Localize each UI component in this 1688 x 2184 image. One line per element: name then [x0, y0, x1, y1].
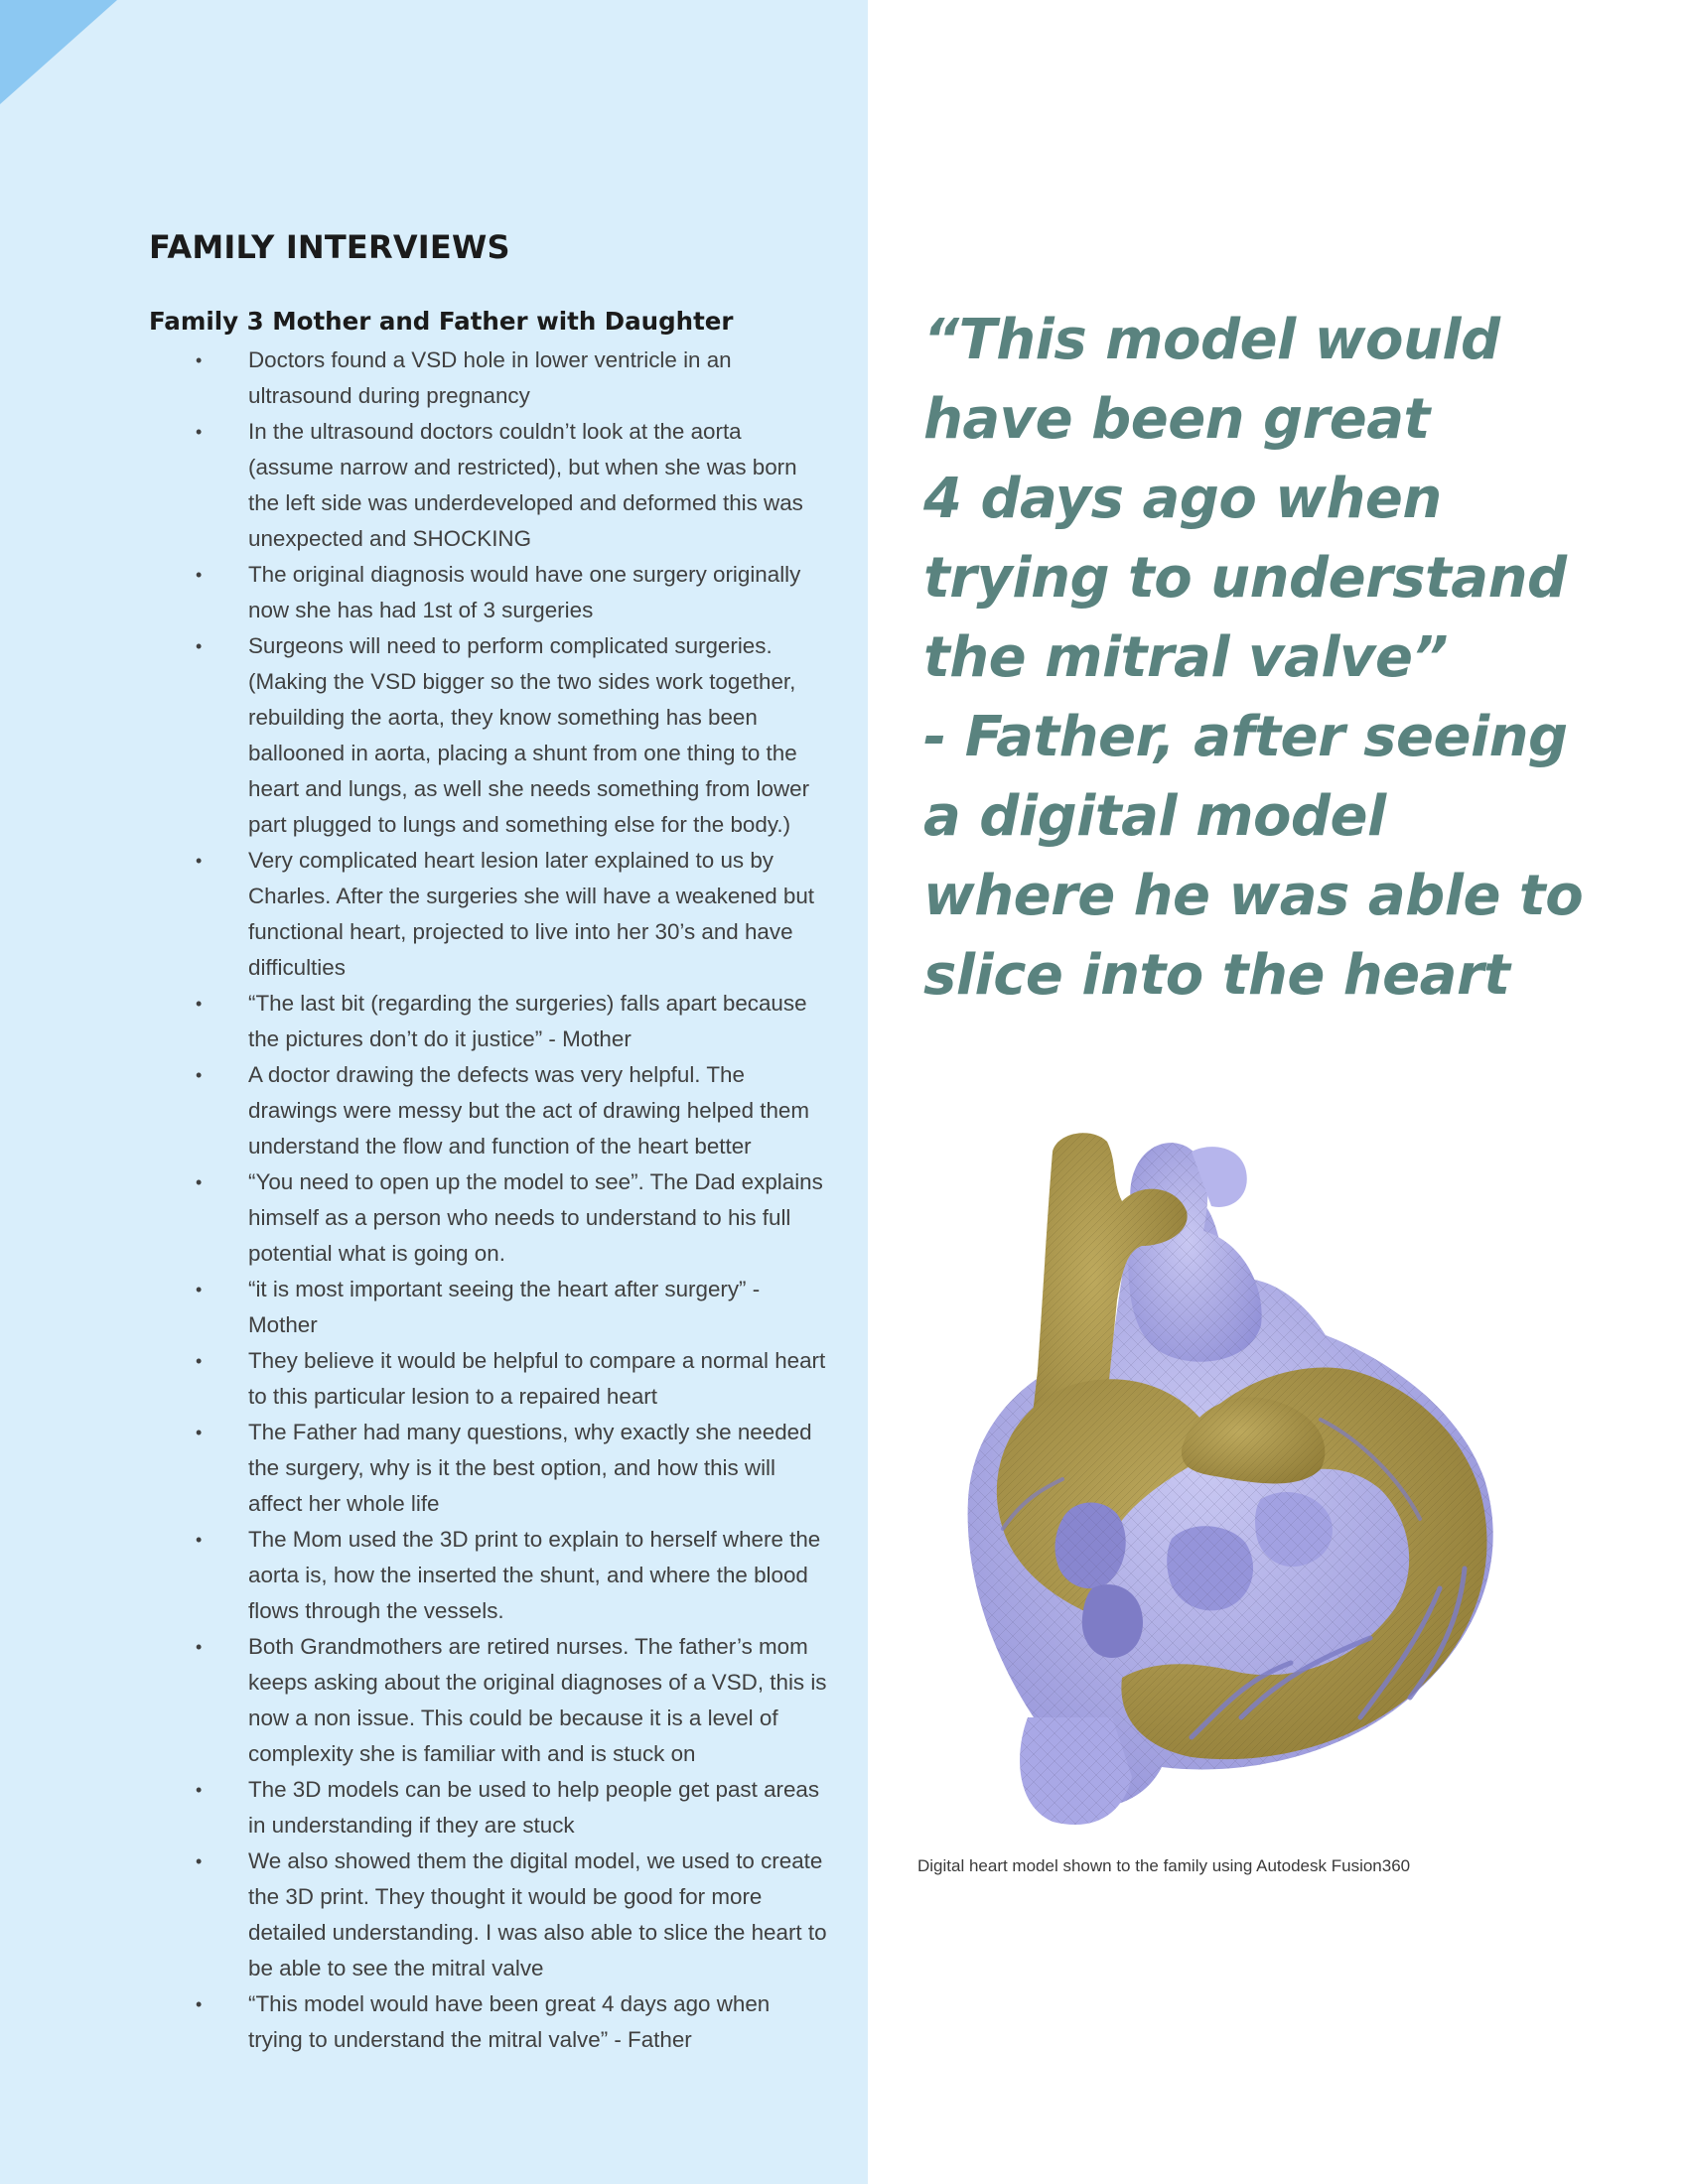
heart-model-image: [943, 1122, 1529, 1832]
interview-note: [179, 1164, 829, 1272]
bullet-icon: •: [196, 350, 203, 370]
interview-note: [179, 1772, 829, 1843]
bullet-icon: •: [196, 1423, 203, 1442]
bullet-icon: •: [196, 1994, 203, 2014]
bullet-icon: •: [196, 1351, 203, 1371]
note-text: The Mom used the 3D print to explain to herself where the aorta is, how the inserted the shunt, and where the blood flows through the vessels.: [248, 1527, 821, 1623]
bullet-icon: •: [196, 1065, 203, 1085]
interview-note: [179, 414, 829, 557]
quote-line: trying to understand: [923, 546, 1567, 611]
interview-note: [179, 1415, 829, 1522]
interview-note: [179, 843, 829, 986]
note-text: Doctors found a VSD hole in lower ventricle in an ultrasound during pregnancy: [248, 347, 732, 408]
bullet-icon: •: [196, 565, 203, 585]
quote-line: slice into the heart: [923, 943, 1510, 1008]
note-text: We also showed them the digital model, we used to create the 3D print. They thought it would be good for more detailed understanding. I was also able to slice the heart to be able to see the mitral valve: [248, 1848, 827, 1980]
figure-caption: Digital heart model shown to the family using Autodesk Fusion360: [917, 1856, 1411, 1875]
note-text: “You need to open up the model to see”. The Dad explains himself as a person who needs to understand to his full potential what is going on.: [248, 1169, 823, 1266]
interview-note: [179, 557, 829, 628]
bullet-icon: •: [196, 1280, 203, 1299]
bullet-icon: •: [196, 422, 203, 442]
note-text: The original diagnosis would have one surgery originally now she has had 1st of 3 surgeries: [248, 562, 801, 622]
note-text: Surgeons will need to perform complicated surgeries. (Making the VSD bigger so the two sides work together, rebuilding the aorta, they know something has been ballooned in aorta, placing a shunt from one thing to the heart and lungs, as well she needs something from lower part plugged to lungs and something else for the body.): [248, 633, 810, 837]
note-text: The 3D models can be used to help people get past areas in understanding if they are stuck: [248, 1777, 820, 1838]
bullet-icon: •: [196, 851, 203, 871]
note-text: In the ultrasound doctors couldn’t look at the aorta (assume narrow and restricted), but when she was born the left side was underdeveloped and deformed this was unexpected and SHOCKING: [248, 419, 803, 551]
bullet-icon: •: [196, 636, 203, 656]
note-text: Both Grandmothers are retired nurses. The father’s mom keeps asking about the original diagnoses of a VSD, this is now a non issue. This could be because it is a level of complexity she is familiar with and is stuck on: [248, 1634, 827, 1766]
bullet-icon: •: [196, 994, 203, 1014]
bullet-icon: •: [196, 1530, 203, 1550]
note-text: “This model would have been great 4 days ago when trying to understand the mitral valve” - Father: [248, 1991, 771, 2052]
pull-quote: [923, 301, 1584, 1016]
quote-line: 4 days ago when: [923, 467, 1442, 531]
family-heading: Family 3 Mother and Father with Daughter: [149, 307, 734, 336]
interview-note: [179, 1057, 829, 1164]
interview-note: [179, 342, 829, 414]
interview-note: [179, 1272, 829, 1343]
note-text: The Father had many questions, why exactly she needed the surgery, why is it the best option, and how this will affect her whole life: [248, 1420, 812, 1516]
quote-line: “This model would: [923, 308, 1500, 372]
bullet-icon: •: [196, 1637, 203, 1657]
quote-line: where he was able to: [923, 864, 1584, 928]
quote-line: a digital model: [923, 784, 1386, 849]
bullet-icon: •: [196, 1851, 203, 1871]
quote-line: - Father, after seeing: [923, 705, 1568, 769]
bullet-icon: •: [196, 1780, 203, 1800]
interview-note: [179, 1343, 829, 1415]
interview-note: [179, 986, 829, 1057]
interview-note: [179, 1522, 829, 1629]
section-title: FAMILY INTERVIEWS: [149, 228, 510, 266]
note-text: Very complicated heart lesion later explained to us by Charles. After the surgeries she will have a weakened but functional heart, projected to live into her 30’s and have difficulties: [248, 848, 815, 980]
quote-line: the mitral valve”: [923, 625, 1449, 690]
quote-line: have been great: [923, 387, 1430, 452]
interview-note: [179, 1986, 829, 2058]
interview-note: [179, 1843, 829, 1986]
interview-notes: [179, 342, 829, 2058]
note-text: They believe it would be helpful to compare a normal heart to this particular lesion to a repaired heart: [248, 1348, 826, 1409]
note-text: “The last bit (regarding the surgeries) falls apart because the pictures don’t do it justice” - Mother: [248, 991, 807, 1051]
bullet-icon: •: [196, 1172, 203, 1192]
note-text: A doctor drawing the defects was very helpful. The drawings were messy but the act of drawing helped them understand the flow and function of the heart better: [248, 1062, 810, 1159]
note-text: “it is most important seeing the heart after surgery” - Mother: [248, 1277, 761, 1337]
corner-accent: [0, 0, 117, 104]
interview-note: [179, 1629, 829, 1772]
interview-note: [179, 628, 829, 843]
